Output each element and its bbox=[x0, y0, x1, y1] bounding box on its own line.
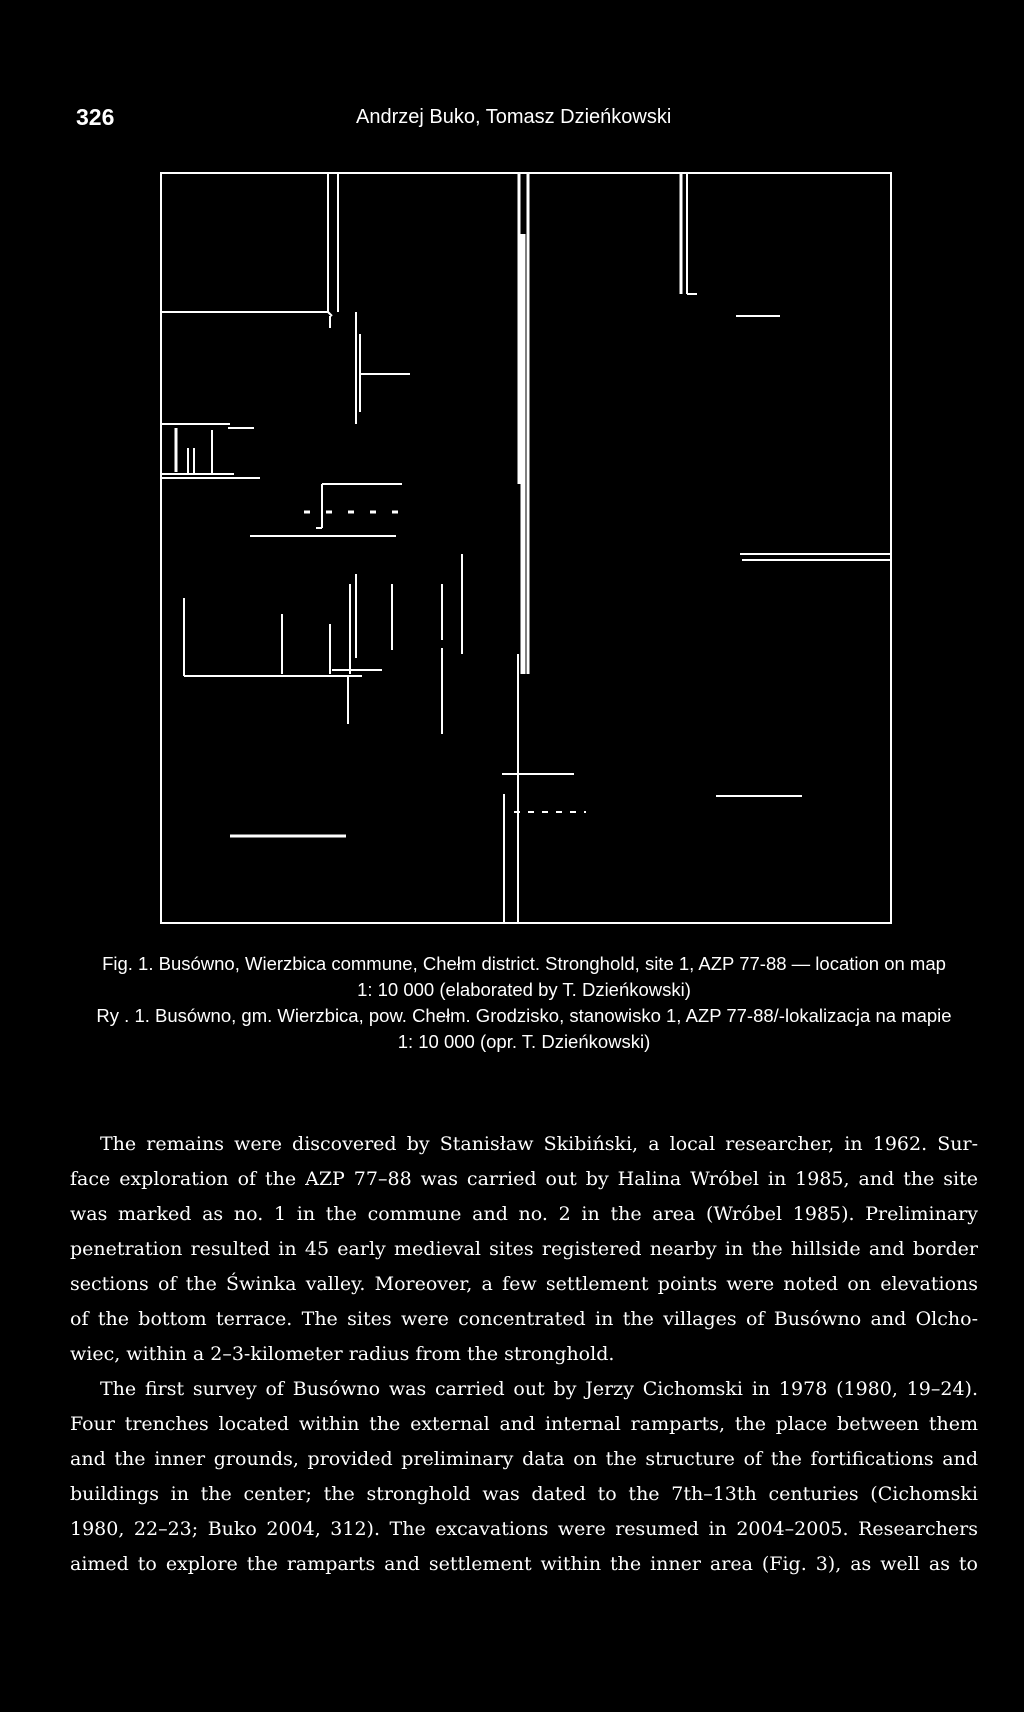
paragraph bbox=[70, 1372, 978, 1582]
figure-caption bbox=[64, 951, 984, 1055]
text-line: The remains were discovered by Stanisław Skibiński, a local researcher, in 1962. Sur- bbox=[100, 1133, 978, 1155]
text-line: of the bottom terrace. The sites were concentrated in the villages of Busówno and Olcho- bbox=[70, 1308, 978, 1330]
text-line: was marked as no. 1 in the commune and no. 2 in the area (Wróbel 1985). Preliminary bbox=[70, 1203, 978, 1225]
caption-line: 1: 10 000 (opr. T. Dzieńkowski) bbox=[397, 1031, 651, 1052]
body-text bbox=[70, 1127, 978, 1582]
caption-line: 1: 10 000 (elaborated by T. Dzieńkowski) bbox=[357, 979, 691, 1000]
page-number: 326 bbox=[76, 104, 115, 130]
text-line: sections of the Świnka valley. Moreover, a few settlement points were noted on elevations bbox=[70, 1273, 978, 1295]
text-line: wiec, within a 2–3-kilometer radius from the stronghold. bbox=[70, 1343, 615, 1365]
paragraph bbox=[70, 1127, 978, 1372]
caption-english bbox=[64, 951, 984, 1003]
location-map bbox=[160, 172, 892, 924]
text-line: The first survey of Busówno was carried out by Jerzy Cichomski in 1978 (1980, 19–24). bbox=[100, 1378, 978, 1400]
text-line: 1980, 22–23; Buko 2004, 312). The excavations were resumed in 2004–2005. Researchers bbox=[70, 1518, 978, 1540]
text-line: penetration resulted in 45 early medieval sites registered nearby in the hillside and border bbox=[70, 1238, 978, 1260]
text-line: and the inner grounds, provided preliminary data on the structure of the fortifications and bbox=[70, 1448, 978, 1470]
text-line: aimed to explore the ramparts and settlement within the inner area (Fig. 3), as well as to bbox=[70, 1553, 978, 1575]
page-header bbox=[0, 104, 1024, 134]
caption-polish bbox=[64, 1003, 984, 1055]
caption-line: Fig. 1. Busówno, Wierzbica commune, Chełm district. Stronghold, site 1, AZP 77-88 — location on map bbox=[102, 953, 946, 974]
text-line: face exploration of the AZP 77–88 was carried out by Halina Wróbel in 1985, and the site bbox=[70, 1168, 978, 1190]
text-line: Four trenches located within the external and internal ramparts, the place between them bbox=[70, 1413, 978, 1435]
running-head: Andrzej Buko, Tomasz Dzieńkowski bbox=[356, 106, 672, 128]
map-linework bbox=[162, 174, 890, 922]
text-line: buildings in the center; the stronghold was dated to the 7th–13th centuries (Cichomski bbox=[70, 1483, 978, 1505]
caption-line: Ry . 1. Busówno, gm. Wierzbica, pow. Chełm. Grodzisko, stanowisko 1, AZP 77-88/-lokalizacja na mapie bbox=[96, 1005, 952, 1026]
map-line bbox=[328, 312, 332, 316]
